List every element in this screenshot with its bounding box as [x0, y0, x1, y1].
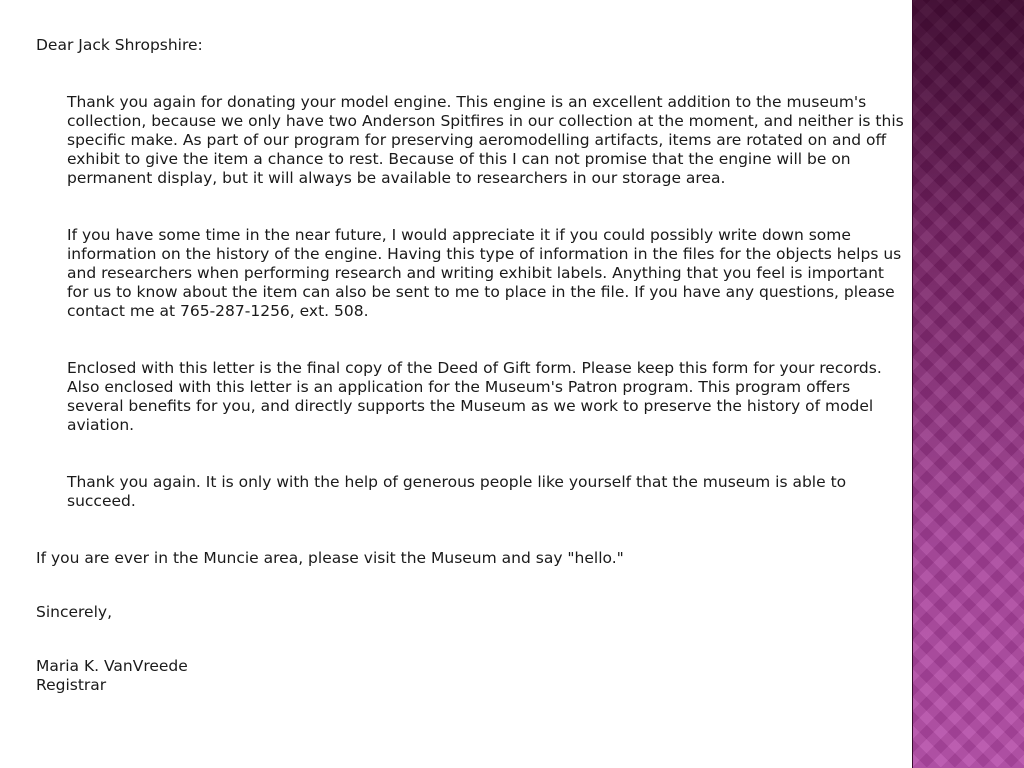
closing-line: If you are ever in the Muncie area, please visit the Museum and say "hello." [36, 549, 624, 567]
letter-body [36, 36, 906, 695]
signer-name: Maria K. VanVreede [36, 657, 188, 675]
paragraph-thank-you: Thank you again for donating your model engine. This engine is an excellent addition to the museum's collection, because we only have two Anderson Spitfires in our collection at the moment, and neither is this specific make. As part of our program for preserving aeromodelling artifacts, items are rotated on and off exhibit to give the item a chance to rest. Because of this I can not promise that the engine will be on permanent display, but it will always be available to researchers in our storage area. [67, 93, 904, 187]
paragraph-enclosures: Enclosed with this letter is the final copy of the Deed of Gift form. Please keep this form for your records. Also enclosed with this letter is an application for the Museum's Patron program. This program offers several benefits for you, and directly supports the Museum as we work to preserve the history of model aviation. [67, 359, 882, 434]
paragraph-thanks-again: Thank you again. It is only with the help of generous people like yourself that the museum is able to succeed. [67, 473, 847, 510]
salutation: Dear Jack Shropshire: [36, 36, 203, 54]
sign-off: Sincerely, [36, 603, 113, 621]
paragraph-history-request: If you have some time in the near future, I would appreciate it if you could possibly write down some information on the history of the engine. Having this type of information in the files for the objects helps us and researchers when performing research and writing exhibit labels. Anything that you feel is important for us to know about the item can also be sent to me to place in the file. If you have any questions, please contact me at 765-287-1256, ext. 508. [67, 226, 902, 320]
signer-title: Registrar [36, 676, 107, 694]
decorative-side-band [912, 0, 1024, 768]
